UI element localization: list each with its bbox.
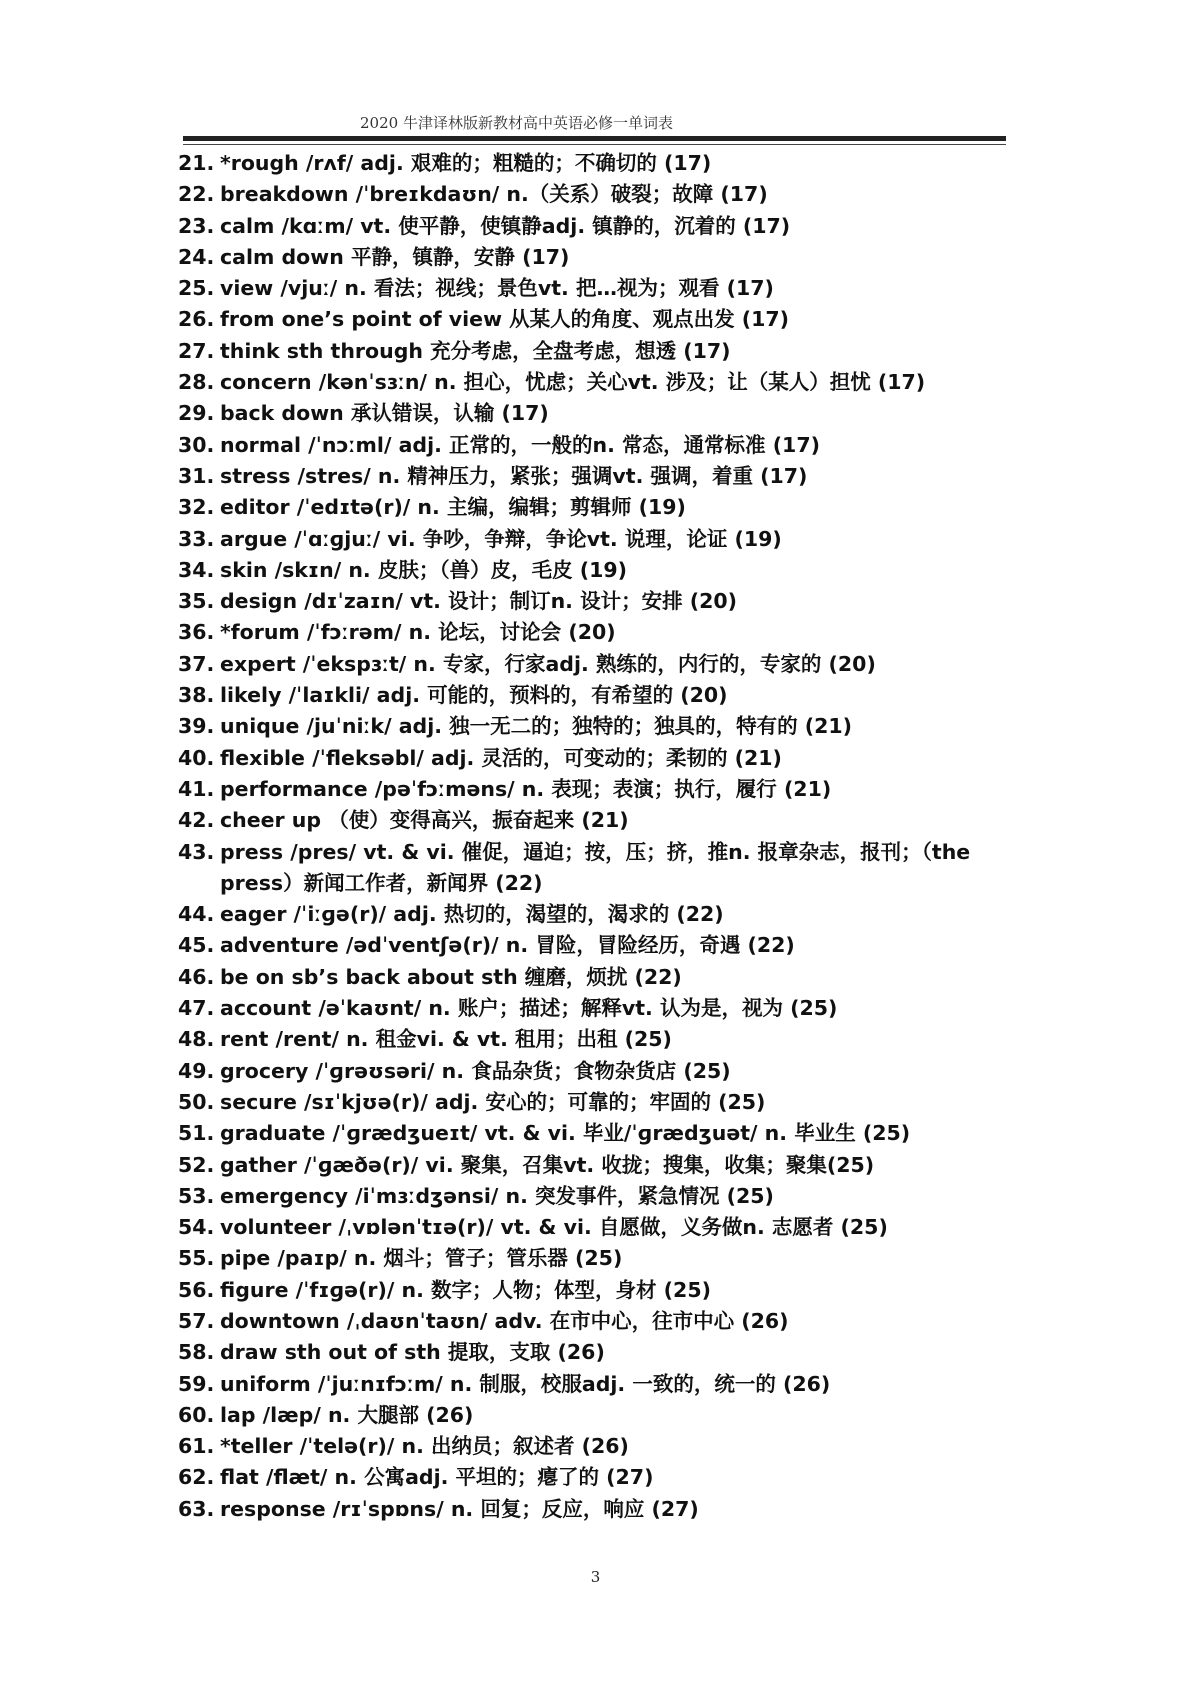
entry-number: 60. — [178, 1402, 215, 1427]
entry-number: 57. — [178, 1308, 215, 1333]
entry-number: 28. — [178, 370, 215, 395]
entry-number: 46. — [178, 964, 215, 989]
entry-text: emergency /iˈmɜːdʒənsi/ n. 突发事件，紧急情况 (25) — [220, 1183, 774, 1208]
entry-text: draw sth out of sth 提取，支取 (26) — [220, 1340, 605, 1365]
entry-number: 39. — [178, 714, 215, 739]
vocab-entry — [178, 1306, 1028, 1337]
entry-number: 45. — [178, 933, 215, 958]
vocab-entry — [178, 148, 1028, 179]
entry-text: response /rɪˈspɒns/ n. 回复；反应，响应 (27) — [220, 1496, 699, 1521]
entry-text: *rough /rʌf/ adj. 艰难的；粗糙的；不确切的 (17) — [220, 151, 712, 175]
entry-text: breakdown /ˈbreɪkdaʊn/ n.（关系）破裂；故障 (17) — [220, 182, 768, 207]
entry-number: 41. — [178, 776, 215, 801]
entry-number: 56. — [178, 1277, 215, 1302]
vocab-entry — [178, 649, 1028, 680]
vocab-entry — [178, 242, 1028, 273]
entry-number: 31. — [178, 463, 215, 488]
vocab-entry — [178, 1337, 1028, 1368]
entry-text: flexible /ˈfleksəbl/ adj. 灵活的，可变动的；柔韧的 (21) — [220, 745, 782, 770]
entry-text: from one’s point of view 从某人的角度、观点出发 (17) — [220, 307, 790, 332]
vocab-entry — [178, 336, 1028, 367]
entry-text: press /pres/ vt. & vi. 催促，逼迫；按，压；挤，推n. 报章杂志，报刊；（the press）新闻工作者，新闻界 (22) — [220, 839, 971, 895]
vocabulary-list — [178, 148, 1028, 1525]
entry-number: 55. — [178, 1246, 215, 1271]
entry-text: argue /ˈɑːɡjuː/ vi. 争吵，争辩，争论vt. 说理，论证 (19) — [220, 526, 782, 551]
entry-text: back down 承认错误，认输 (17) — [220, 401, 549, 426]
entry-text: graduate /ˈɡrædʒueɪt/ vt. & vi. 毕业/ˈɡrædʒuət/ n. 毕业生 (25) — [220, 1121, 911, 1146]
entry-text: uniform /ˈjuːnɪfɔːm/ n. 制服，校服adj. 一致的，统一的 (26) — [220, 1371, 831, 1396]
entry-text: calm /kɑːm/ vt. 使平静，使镇静adj. 镇静的，沉着的 (17) — [220, 213, 791, 238]
entry-text: downtown /ˌdaʊnˈtaʊn/ adv. 在市中心，往市中心 (26) — [220, 1308, 789, 1333]
entry-text: figure /ˈfɪɡə(r)/ n. 数字；人物；体型，身材 (25) — [220, 1277, 711, 1302]
vocab-entry — [178, 899, 1028, 930]
entry-number: 30. — [178, 432, 215, 457]
entry-number: 26. — [178, 307, 215, 332]
entry-number: 52. — [178, 1152, 215, 1177]
entry-number: 43. — [178, 839, 215, 864]
vocab-entry — [178, 430, 1028, 461]
entry-text: performance /pəˈfɔːməns/ n. 表现；表演；执行，履行 (21) — [220, 776, 832, 801]
entry-text: volunteer /ˌvɒlənˈtɪə(r)/ vt. & vi. 自愿做，义务做n. 志愿者 (25) — [220, 1215, 888, 1240]
entry-number: 59. — [178, 1371, 215, 1396]
entry-number: 36. — [178, 620, 215, 645]
entry-text: *forum /ˈfɔːrəm/ n. 论坛，讨论会 (20) — [220, 620, 616, 645]
entry-text: think sth through 充分考虑，全盘考虑，想透 (17) — [220, 338, 731, 363]
entry-number: 38. — [178, 683, 215, 708]
entry-number: 53. — [178, 1183, 215, 1208]
vocab-entry — [178, 680, 1028, 711]
vocab-entry — [178, 1056, 1028, 1087]
entry-text: design /dɪˈzaɪn/ vt. 设计；制订n. 设计；安排 (20) — [220, 589, 738, 614]
entry-number: 58. — [178, 1340, 215, 1365]
entry-text: expert /ˈekspɜːt/ n. 专家，行家adj. 熟练的，内行的，专家的 (20) — [220, 651, 876, 676]
vocab-entry — [178, 1400, 1028, 1431]
entry-number: 23. — [178, 213, 215, 238]
vocab-entry — [178, 1431, 1028, 1462]
vocab-entry — [178, 617, 1028, 648]
entry-text: calm down 平静，镇静，安静 (17) — [220, 244, 570, 269]
vocab-entry — [178, 1181, 1028, 1212]
vocab-entry — [178, 1118, 1028, 1149]
entry-number: 27. — [178, 338, 215, 363]
vocab-entry — [178, 524, 1028, 555]
entry-text: normal /ˈnɔːml/ adj. 正常的，一般的n. 常态，通常标准 (17) — [220, 432, 820, 457]
vocab-entry — [178, 1243, 1028, 1274]
vocab-entry — [178, 367, 1028, 398]
entry-text: likely /ˈlaɪkli/ adj. 可能的，预料的，有希望的 (20) — [220, 683, 728, 708]
entry-text: grocery /ˈɡrəʊsəri/ n. 食品杂货；食物杂货店 (25) — [220, 1058, 731, 1083]
entry-text: gather /ˈɡæðə(r)/ vi. 聚集，召集vt. 收拢；搜集，收集；聚集(25) — [220, 1152, 875, 1177]
vocab-entry — [178, 837, 1028, 900]
entry-number: 44. — [178, 902, 215, 927]
entry-number: 62. — [178, 1465, 215, 1490]
entry-number: 51. — [178, 1121, 215, 1146]
entry-text: secure /sɪˈkjʊə(r)/ adj. 安心的；可靠的；牢固的 (25) — [220, 1089, 766, 1114]
entry-text: cheer up （使）变得高兴，振奋起来 (21) — [220, 808, 629, 833]
page-header-title: 2020 牛津译林版新教材高中英语必修一单词表 — [360, 114, 673, 132]
vocab-entry — [178, 461, 1028, 492]
entry-text: be on sb’s back about sth 缠磨，烦扰 (22) — [220, 964, 682, 989]
entry-text: flat /flæt/ n. 公寓adj. 平坦的；瘪了的 (27) — [220, 1465, 654, 1490]
entry-number: 61. — [178, 1434, 215, 1459]
entry-number: 29. — [178, 401, 215, 426]
entry-number: 22. — [178, 182, 215, 207]
entry-number: 32. — [178, 495, 215, 520]
vocab-entry — [178, 993, 1028, 1024]
vocab-entry — [178, 1275, 1028, 1306]
vocab-entry — [178, 398, 1028, 429]
entry-text: view /vjuː/ n. 看法；视线；景色vt. 把…视为；观看 (17) — [220, 276, 774, 301]
vocab-entry — [178, 805, 1028, 836]
vocab-entry — [178, 743, 1028, 774]
vocab-entry — [178, 774, 1028, 805]
entry-number: 48. — [178, 1027, 215, 1052]
entry-number: 21. — [178, 151, 215, 175]
entry-number: 40. — [178, 745, 215, 770]
vocab-entry — [178, 1462, 1028, 1493]
entry-text: eager /ˈiːɡə(r)/ adj. 热切的，渴望的，渴求的 (22) — [220, 902, 724, 927]
vocab-entry — [178, 1212, 1028, 1243]
entry-number: 50. — [178, 1089, 215, 1114]
entry-text: unique /juˈniːk/ adj. 独一无二的；独特的；独具的，特有的 (21) — [220, 714, 853, 739]
entry-text: adventure /ədˈventʃə(r)/ n. 冒险，冒险经历，奇遇 (22) — [220, 933, 795, 958]
entry-number: 33. — [178, 526, 215, 551]
entry-number: 34. — [178, 557, 215, 582]
vocab-entry — [178, 492, 1028, 523]
entry-number: 54. — [178, 1215, 215, 1240]
vocab-entry — [178, 1494, 1028, 1525]
vocab-entry — [178, 711, 1028, 742]
entry-number: 63. — [178, 1496, 215, 1521]
entry-number: 24. — [178, 244, 215, 269]
entry-text: stress /stres/ n. 精神压力，紧张；强调vt. 强调，着重 (17) — [220, 463, 808, 488]
vocab-entry — [178, 586, 1028, 617]
entry-text: *teller /ˈtelə(r)/ n. 出纳员；叙述者 (26) — [220, 1434, 629, 1459]
vocab-entry — [178, 273, 1028, 304]
vocab-entry — [178, 1024, 1028, 1055]
vocab-entry — [178, 555, 1028, 586]
entry-text: editor /ˈedɪtə(r)/ n. 主编，编辑；剪辑师 (19) — [220, 495, 686, 520]
page-number: 3 — [590, 1568, 601, 1586]
header-rule-thick — [183, 136, 1006, 141]
entry-text: lap /læp/ n. 大腿部 (26) — [220, 1402, 474, 1427]
entry-number: 49. — [178, 1058, 215, 1083]
header-rule-thin — [183, 144, 1006, 145]
entry-number: 47. — [178, 996, 215, 1021]
vocab-entry — [178, 179, 1028, 210]
vocab-entry — [178, 1087, 1028, 1118]
entry-number: 25. — [178, 276, 215, 301]
entry-text: account /əˈkaʊnt/ n. 账户；描述；解释vt. 认为是，视为 (25) — [220, 996, 838, 1021]
vocab-entry — [178, 930, 1028, 961]
entry-number: 37. — [178, 651, 215, 676]
entry-number: 35. — [178, 589, 215, 614]
vocab-entry — [178, 1369, 1028, 1400]
entry-text: pipe /paɪp/ n. 烟斗；管子；管乐器 (25) — [220, 1246, 623, 1271]
entry-text: skin /skɪn/ n. 皮肤；（兽）皮，毛皮 (19) — [220, 557, 627, 582]
vocab-entry — [178, 211, 1028, 242]
vocab-entry — [178, 304, 1028, 335]
vocab-entry — [178, 962, 1028, 993]
entry-text: concern /kənˈsɜːn/ n. 担心，忧虑；关心vt. 涉及；让（某人）担忧 (17) — [220, 370, 926, 395]
vocab-entry — [178, 1150, 1028, 1181]
entry-text: rent /rent/ n. 租金vi. & vt. 租用；出租 (25) — [220, 1027, 672, 1052]
entry-number: 42. — [178, 808, 215, 833]
